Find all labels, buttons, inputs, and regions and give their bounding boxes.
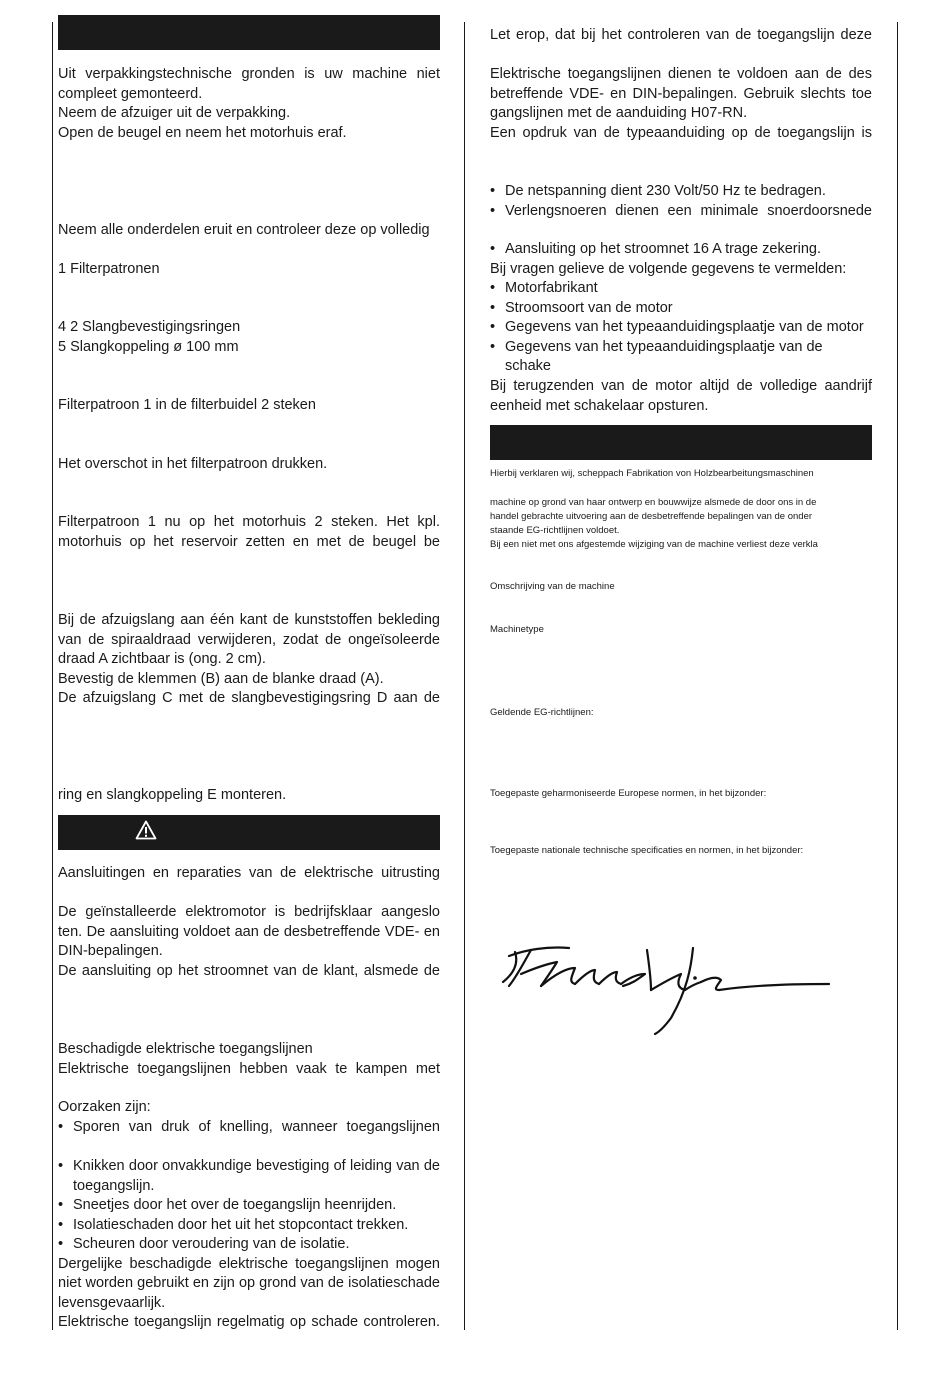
ring-mount-text: ring en slangkoppeling E monteren.	[58, 787, 287, 803]
cause-item: • Scheuren door veroudering van de isolatie.	[58, 1235, 440, 1255]
power-list	[490, 182, 872, 221]
assembly-section-bar	[58, 15, 440, 50]
label-harmonised-norms: Toegepaste geharmoniseerde Europese normen, in het bijzonder:	[490, 788, 767, 799]
causes-list-continued: • Knikken door onvakkundige bevestiging of leiding van de toegangslijn. • Sneetjes door het over de toegangslijn heenrijden. • Isolatieschaden door het uit het stopcontact trekken. • Scheuren door veroudering van de isolatie. Dergelijke beschadigde elektrische toegangslijnen mogen niet worden gebruikt en zijn op grond van de isolatieschade levensgevaarlijk. Elektrische toegangslijn regelmatig op schade controleren.	[58, 1157, 440, 1333]
left-column-rule	[52, 22, 53, 1330]
unpacking-text: Uit verpakkingstechnische gronden is uw machine niet compleet gemonteerd. Neem de afzuiger uit de verpakking. Open de beugel en neem het motorhuis eraf.	[58, 66, 440, 141]
fuse-and-info: • Aansluiting op het stroomnet 16 A trage zekering. Bij vragen gelieve de volgende gegevens te vermelden: • Motorfabrikant • Stroomsoort van de motor • Gegevens van het typeaanduidingsplaatje van de motor • Gegevens van het typeaanduidingsplaatje van de schake	[490, 240, 872, 377]
declaration-section-bar	[490, 425, 872, 460]
check-parts-text: Neem alle onderdelen eruit en controleer deze op volledig	[58, 222, 430, 238]
label-eg-directives: Geldende EG-richtlijnen:	[490, 707, 594, 718]
cause-item: • Sporen van druk of knelling, wanneer toegangslijnen	[58, 1118, 440, 1138]
part-4: 4 2 Slangbevestigingsringen	[58, 319, 241, 335]
info-item: • Stroomsoort van de motor	[490, 299, 872, 319]
damaged-cables-text: Beschadigde elektrische toegangslijnen Elektrische toegangslijnen hebben vaak te kampen met	[58, 1041, 440, 1077]
warning-triangle-icon	[135, 820, 157, 840]
fuse-item: • Aansluiting op het stroomnet 16 A trage zekering.	[490, 240, 872, 260]
part-5: 5 Slangkoppeling ø 100 mm	[58, 338, 239, 355]
step-motor: Filterpatroon 1 nu op het motorhuis 2 steken. Het kpl. motorhuis op het reservoir zetten en met de beugel be	[58, 514, 440, 550]
center-column-rule	[464, 22, 465, 1330]
cause-item: • Sneetjes door het over de toegangslijn heenrijden.	[58, 1196, 440, 1216]
step-press: Het overschot in het filterpatroon drukken.	[58, 456, 328, 472]
info-item: • Motorfabrikant	[490, 279, 872, 299]
electrical-intro: Aansluitingen en reparaties van de elektrische uitrusting	[58, 865, 440, 881]
return-motor-text: Bij terugzenden van de motor altijd de volledige aandrijf eenheid met schakelaar opsturen.	[490, 378, 872, 414]
cause-item: • Knikken door onvakkundige bevestiging of leiding van de	[58, 1157, 440, 1177]
info-item: • Gegevens van het typeaanduidingsplaatje van de motor	[490, 318, 872, 338]
voltage-item: • De netspanning dient 230 Volt/50 Hz te bedragen.	[490, 182, 872, 202]
causes-title: Oorzaken zijn:	[58, 1099, 151, 1115]
parts-list-continued	[58, 318, 440, 357]
motor-connection-text: De geïnstalleerde elektromotor is bedrijfsklaar aangeslo ten. De aansluiting voldoet aan de desbetreffende VDE- en DIN-bepalingen. De aansluiting op het stroomnet van de klant, alsmede de	[58, 904, 440, 979]
signature	[495, 938, 840, 1038]
causes-list	[58, 1098, 440, 1137]
parts-list	[58, 260, 440, 280]
label-national-norms: Toegepaste nationale technische specificaties en normen, in het bijzonder:	[490, 845, 804, 856]
declaration-body: machine op grond van haar ontwerp en bouwwijze alsmede de door ons in de handel gebrachte uitvoering aan de desbetreffende bepalingen van de onder staande EG-richtlijnen voldoet. Bij een niet met ons afgestemde wijziging van de machine verliest deze verkla	[490, 497, 818, 550]
hose-instructions: Bij de afzuigslang aan één kant de kunststoffen bekleding van de spiraaldraad verwijderen, zodat de ongeïsoleerde draad A zichtbaar is (ong. 2 cm). Bevestig de klemmen (B) aan de blanke draad (A). De afzuigslang C met de slangbevestigingsring D aan de	[58, 612, 440, 706]
right-column-rule	[897, 22, 898, 1330]
cause-item: • Isolatieschaden door het uit het stopcontact trekken.	[58, 1216, 440, 1236]
step-filter: Filterpatroon 1 in de filterbuidel 2 steken	[58, 397, 316, 413]
cable-check-note: Let erop, dat bij het controleren van de toegangslijn deze	[490, 27, 872, 43]
declaration-intro: Hierbij verklaren wij, scheppach Fabrikation von Holzbearbeitungsmaschinen	[490, 468, 814, 479]
part-1: 1 Filterpatronen	[58, 261, 160, 277]
info-item: • Gegevens van het typeaanduidingsplaatje van de schake	[490, 338, 872, 377]
label-machine-description: Omschrijving van de machine	[490, 581, 615, 592]
electrical-section-bar	[58, 815, 440, 850]
label-machine-type: Machinetype	[490, 624, 544, 635]
cable-requirements: Elektrische toegangslijnen dienen te voldoen aan de des betreffende VDE- en DIN-bepalingen. Gebruik slechts toe gangslijnen met de aanduiding H07-RN. Een opdruk van de typeaanduiding op de toegangslijn is	[490, 66, 872, 141]
extension-item: • Verlengsnoeren dienen een minimale snoerdoorsnede	[490, 202, 872, 222]
